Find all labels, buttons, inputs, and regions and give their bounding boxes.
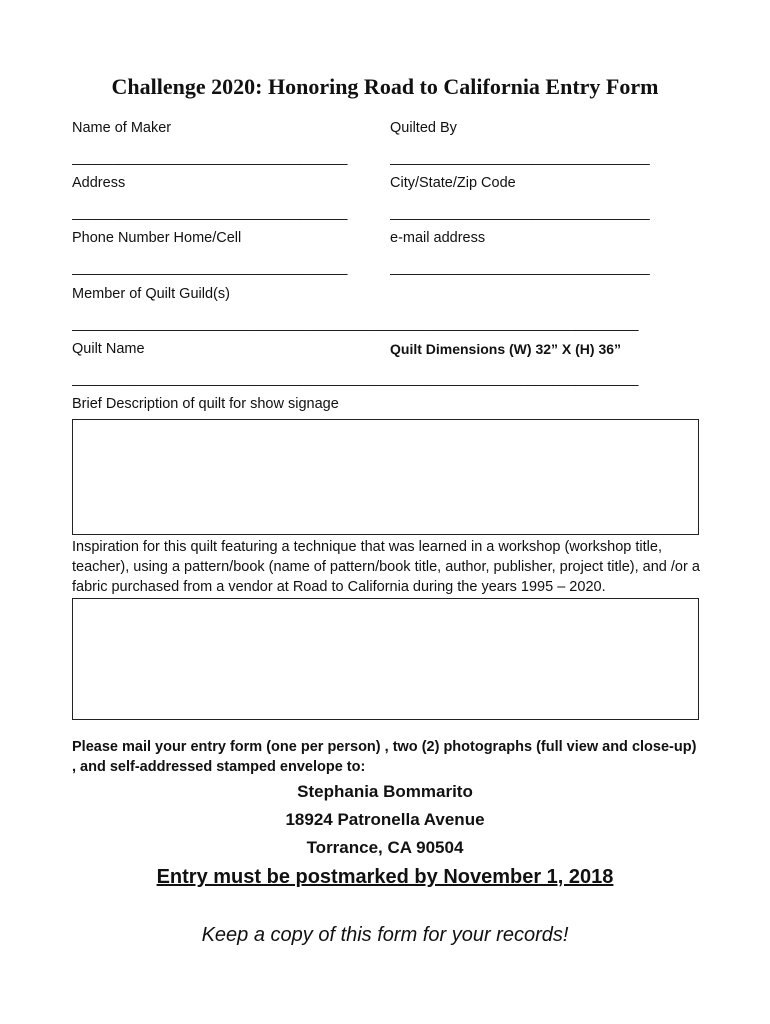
inspiration-text: Inspiration for this quilt featuring a technique that was learned in a workshop (workshop title, teacher), using a pattern/book (name of pattern/book title, author, publisher, project title), and /or a fabric purchased from a vendor at Road to California during the years 1995 – 2020.: [72, 539, 700, 595]
quilt-name-label: Quilt Name: [72, 341, 145, 357]
maker-label: Name of Maker: [72, 120, 172, 136]
address-city: Torrance, CA 90504: [306, 838, 464, 857]
quilted-by-line[interactable]: _________________________________: [390, 150, 650, 166]
quilt-dimensions-label: Quilt Dimensions (W) 32” X (H) 36”: [390, 341, 622, 357]
address-street: 18924 Patronella Avenue: [285, 810, 485, 829]
phone-label: Phone Number Home/Cell: [72, 230, 242, 246]
phone-line[interactable]: ___________________________________: [72, 260, 348, 276]
inspiration-box[interactable]: [72, 598, 699, 720]
address-name: Stephania Bommarito: [297, 782, 473, 801]
maker-line[interactable]: ___________________________________: [72, 150, 348, 166]
form-title: Challenge 2020: Honoring Road to California Entry Form: [111, 74, 659, 99]
description-box[interactable]: [72, 419, 699, 535]
records-reminder: Keep a copy of this form for your records!: [201, 924, 569, 946]
mail-instructions: Please mail your entry form (one per person) , two (2) photographs (full view and close-up) , and self-addressed stamped envelope to:: [72, 739, 697, 775]
city-label: City/State/Zip Code: [390, 175, 516, 191]
email-label: e-mail address: [390, 230, 486, 246]
email-line[interactable]: _________________________________: [390, 260, 650, 276]
address-line[interactable]: ___________________________________: [72, 205, 348, 221]
address-label: Address: [72, 175, 126, 191]
deadline-notice: Entry must be postmarked by November 1, 2018: [156, 866, 614, 888]
city-line[interactable]: _________________________________: [390, 205, 650, 221]
description-label: Brief Description of quilt for show signage: [72, 396, 339, 412]
guild-label: Member of Quilt Guild(s): [72, 286, 230, 302]
quilted-by-label: Quilted By: [390, 120, 457, 136]
quilt-name-line[interactable]: ________________________________________________________________________: [72, 371, 639, 387]
guild-line[interactable]: ________________________________________________________________________: [72, 316, 639, 332]
